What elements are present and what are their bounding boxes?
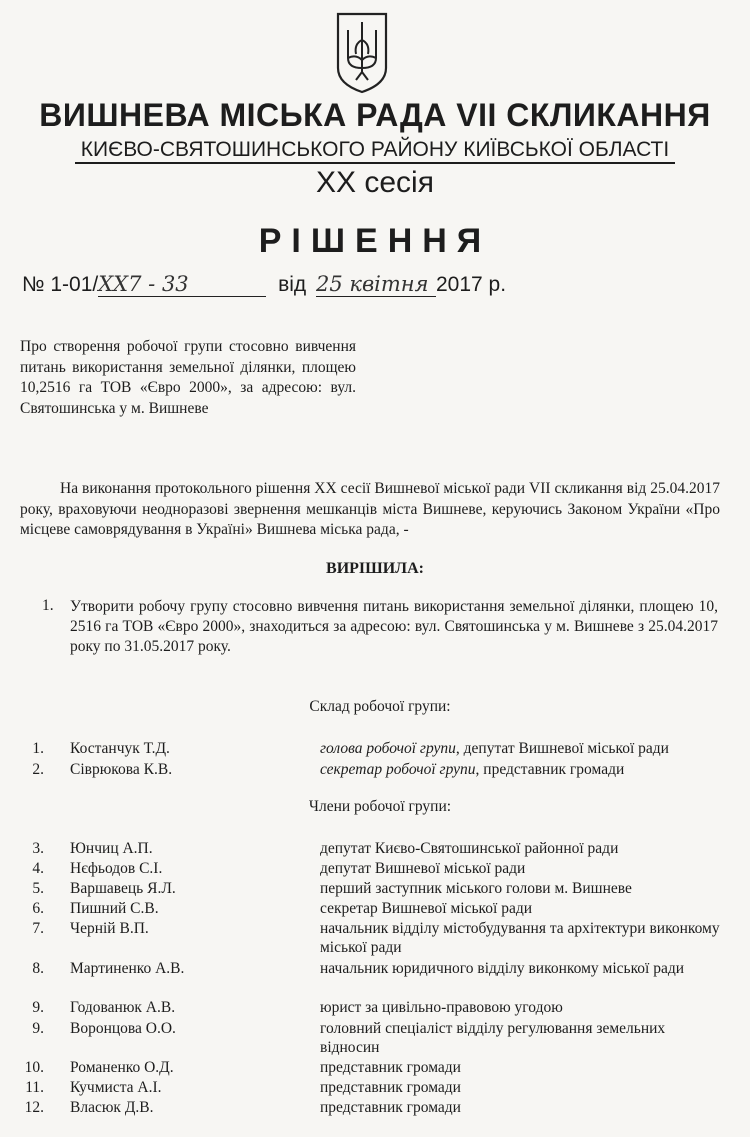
member-role: юрист за цивільно-правовою угодою [320,999,563,1016]
member-role: секретар Вишневої міської ради [320,900,533,917]
member-name: Нєфьодов С.І. [70,860,163,877]
member-role: начальник юридичного відділу виконкому міської ради [320,960,685,977]
member-role: голова робочої групи, депутат Вишневої міської ради [320,740,669,757]
coat-of-arms-icon [332,10,392,94]
member-role: представник громади [320,1059,461,1076]
group-composition-title: Склад робочої групи: [309,698,451,715]
member-role: представник громади [320,1099,461,1116]
member-name: Черній В.П. [70,920,149,937]
item-text: Утворити робочу групу стосовно вивчення питань використання земельної ділянки, площею 10, 2516 га ТОВ «Євро 2000», знаходиться за адресою: вул. Святошинська у м. Вишневе з 25.04.2017 року по 31.05.2017 року. [70,598,718,655]
handwritten-date: 25 квітня [316,272,436,297]
member-name: Сіврюкова К.В. [70,761,173,778]
number-prefix: № 1-01/ [22,273,99,296]
handwritten-number: XX7 - 33 [98,272,266,297]
members-title: Члени робочої групи: [308,798,452,815]
member-role: перший заступник міського голови м. Вишневе [320,880,632,897]
council-name: ВИШНЕВА МІСЬКА РАДА VII СКЛИКАННЯ [39,97,711,133]
member-name: Воронцова О.О. [70,1020,176,1037]
member-name: Костанчук Т.Д. [70,740,170,757]
member-name: Власюк Д.В. [70,1099,154,1116]
member-role: представник громади [320,1079,461,1096]
district-name: КИЄВО-СВЯТОШИНСЬКОГО РАЙОНУ КИЇВСЬКОЇ ОБЛАСТІ [0,138,750,162]
decision-number-line [22,272,506,297]
decision-subject: Про створення робочої групи стосовно вивчення питань використання земельної ділянки, площею 10,2516 га ТОВ «Євро 2000», за адресою: вул. Святошинська у м. Вишневе [20,338,356,417]
resolved-heading: ВИРІШИЛА: [326,560,424,577]
decision-year: 2017 р. [436,273,507,296]
document-type: РІШЕННЯ [258,222,492,260]
item-number: 1. [42,597,54,614]
member-name: Годованюк А.В. [70,999,176,1016]
member-name: Юнчиц А.П. [70,840,153,857]
member-role: депутат Вишневої міської ради [320,860,526,877]
member-name: Пишний С.В. [70,900,159,917]
session-title: XX сесія [316,166,434,199]
member-name: Варшавець Я.Л. [70,880,176,897]
member-name: Мартиненко А.В. [70,960,185,977]
from-label: від [278,273,307,296]
member-role: начальник відділу містобудування та архітектури виконкому міської ради [320,920,720,956]
intro-paragraph: На виконання протокольного рішення XX сесії Вишневої міської ради VII скликання від 25.04.2017 року, враховуючи неодноразові звернення мешканців міста Вишневе, керуючись Законом України «Про місцеве самоврядування в Україні» Вишнева міська рада, - [20,480,720,538]
member-name: Кучмиста А.І. [70,1079,162,1096]
member-role: секретар робочої групи, представник громади [320,761,625,778]
member-name: Романенко О.Д. [70,1059,174,1076]
member-role: депутат Києво-Святошинської районної ради [320,840,619,857]
member-role: головний спеціаліст відділу регулювання земельних відносин [320,1020,666,1056]
